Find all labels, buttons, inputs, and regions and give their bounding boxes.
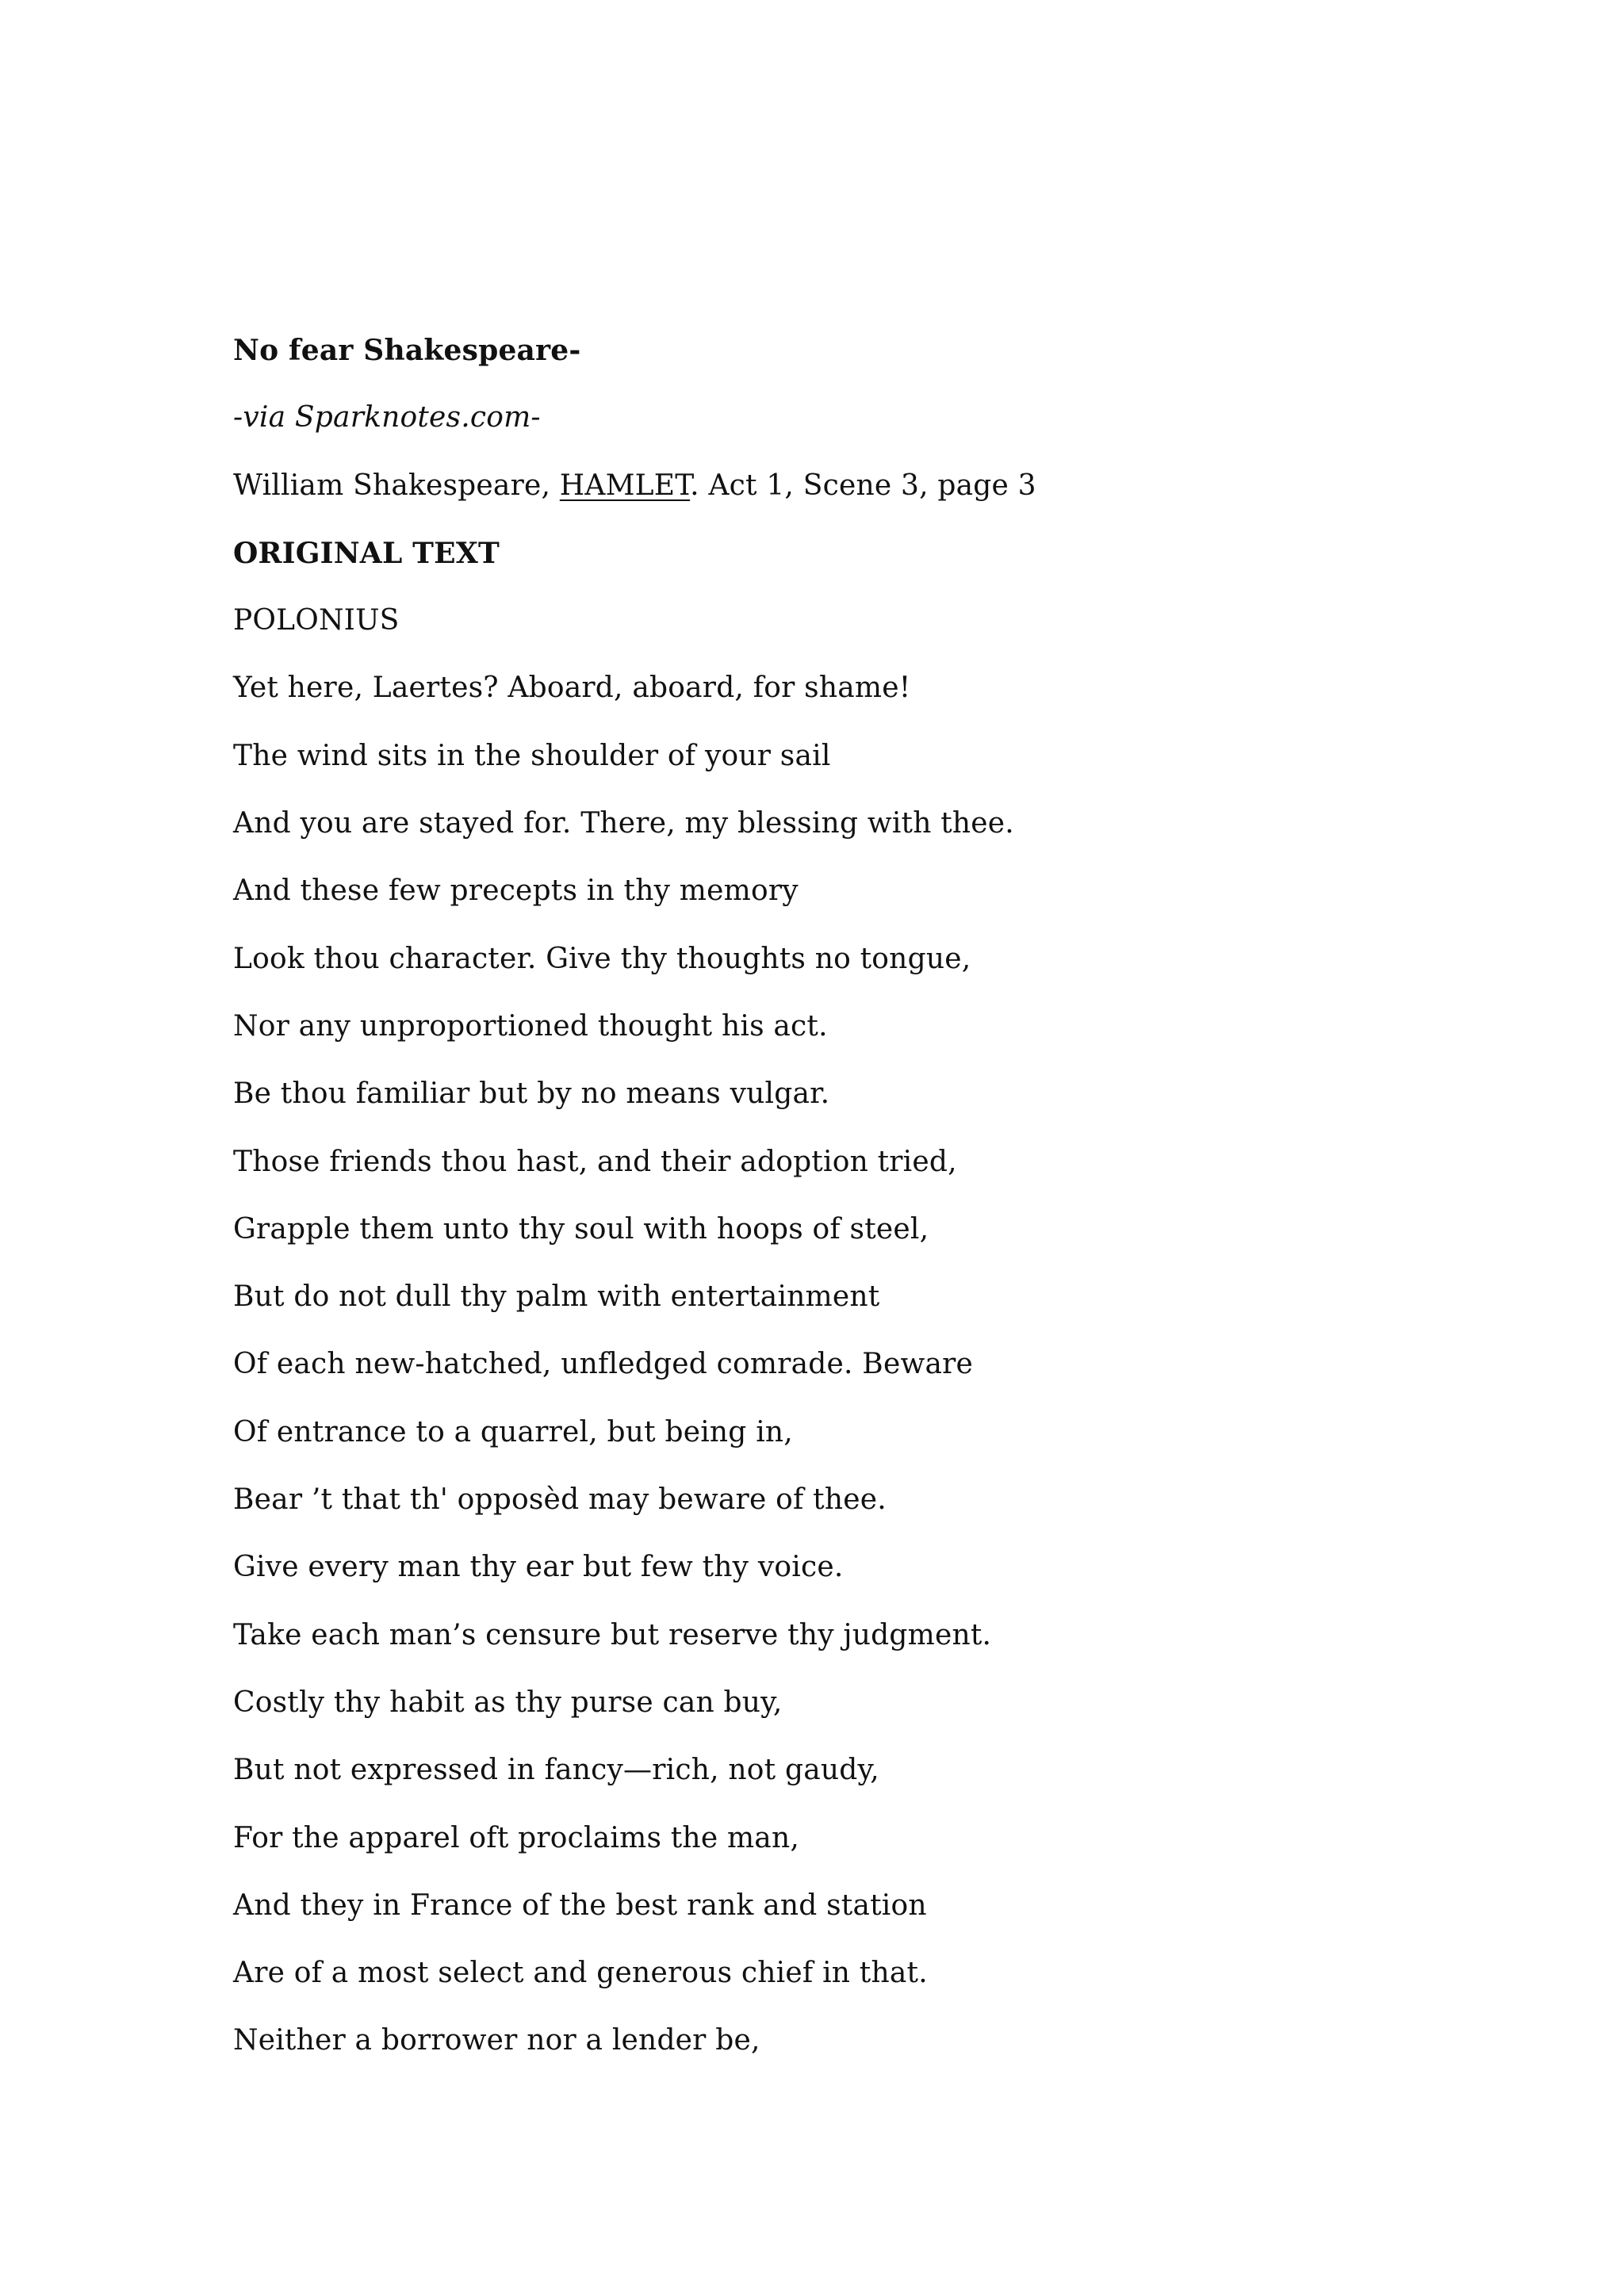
source-line: -via Sparknotes.com- [233, 401, 541, 434]
verse-line: Of each new-hatched, unfledged comrade. Beware [233, 1348, 974, 1381]
verse-line: Costly thy habit as thy purse can buy, [233, 1686, 783, 1719]
speaker-name: POLONIUS [233, 604, 400, 637]
reference-line [233, 462, 1423, 530]
verse-line: The wind sits in the shoulder of your sail [233, 739, 831, 772]
location-text: . Act 1, Scene 3, page 3 [690, 469, 1036, 502]
verse-line: Bear ’t that th' opposèd may beware of thee. [233, 1483, 887, 1517]
verse-line: For the apparel oft proclaims the man, [233, 1821, 799, 1854]
play-title: HAMLET [559, 469, 691, 502]
document-title: No fear Shakespeare- [233, 334, 581, 367]
verse-line: Neither a borrower nor a lender be, [233, 2024, 760, 2057]
verse-line: Yet here, Laertes? Aboard, aboard, for shame! [233, 672, 911, 705]
verse-line: Take each man’s censure but reserve thy judgment. [233, 1618, 992, 1651]
verse-line: Of entrance to a quarrel, but being in, [233, 1415, 793, 1448]
verse-line: Are of a most select and generous chief in that. [233, 1957, 928, 1990]
verse-line: Look thou character. Give thy thoughts no tongue, [233, 942, 971, 975]
verse-line: And they in France of the best rank and station [233, 1888, 927, 1922]
verse-line: But not expressed in fancy—rich, not gaudy, [233, 1754, 879, 1787]
verse-line: Those friends thou hast, and their adoption tried, [233, 1145, 957, 1178]
verse-line: Nor any unproportioned thought his act. [233, 1009, 828, 1043]
author-text: William Shakespeare, [233, 469, 560, 502]
document-content [233, 327, 1423, 2085]
verse-line: And these few precepts in thy memory [233, 874, 799, 908]
verse-line: Give every man thy ear but few thy voice. [233, 1551, 844, 1584]
verse-line: But do not dull thy palm with entertainment [233, 1280, 880, 1314]
verse-line: And you are stayed for. There, my blessing with thee. [233, 807, 1014, 840]
verse-line: Be thou familiar but by no means vulgar. [233, 1077, 830, 1111]
section-heading: ORIGINAL TEXT [233, 536, 500, 570]
verse-line: Grapple them unto thy soul with hoops of steel, [233, 1212, 929, 1246]
